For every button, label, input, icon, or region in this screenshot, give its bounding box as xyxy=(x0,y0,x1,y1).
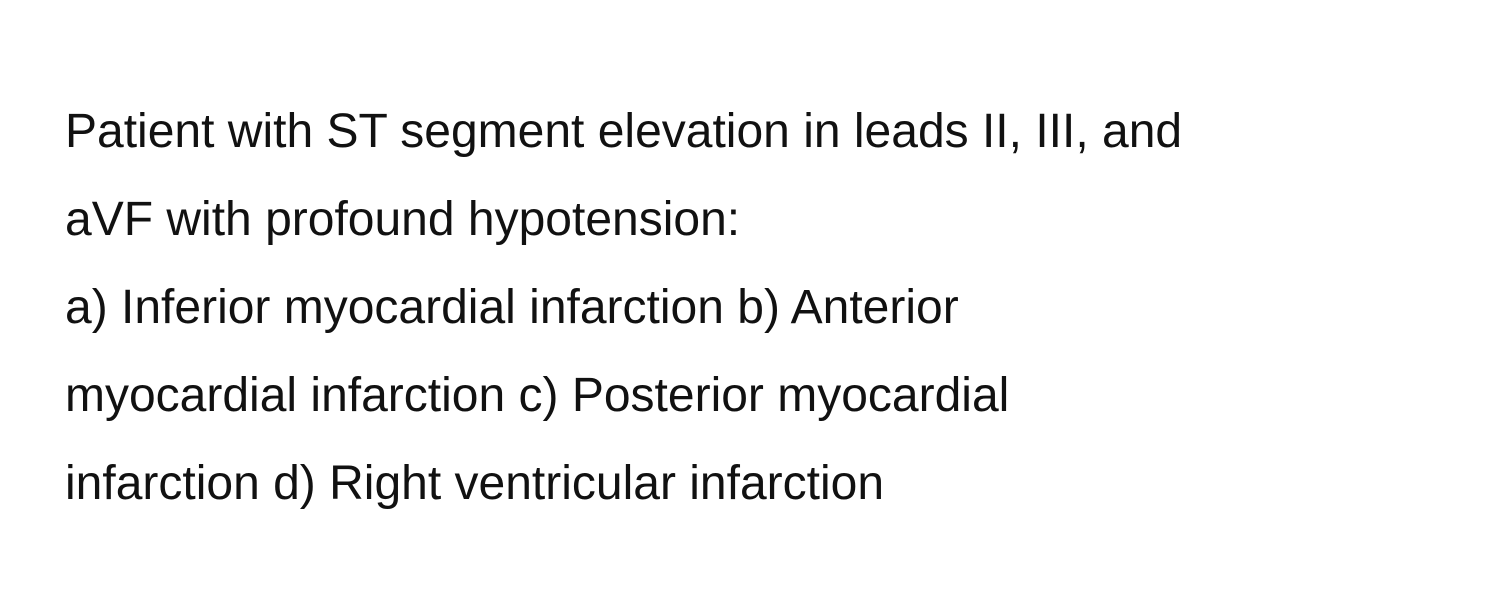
options-line-2: myocardial infarction c) Posterior myocardial xyxy=(65,369,1010,422)
question-line-1: Patient with ST segment elevation in leads II, III, and xyxy=(65,105,1183,158)
options-line-1: a) Inferior myocardial infarction b) Anterior xyxy=(65,281,959,334)
question-line-2: aVF with profound hypotension: xyxy=(65,193,741,246)
options-line-3: infarction d) Right ventricular infarction xyxy=(65,457,885,510)
question-text xyxy=(65,88,1445,528)
